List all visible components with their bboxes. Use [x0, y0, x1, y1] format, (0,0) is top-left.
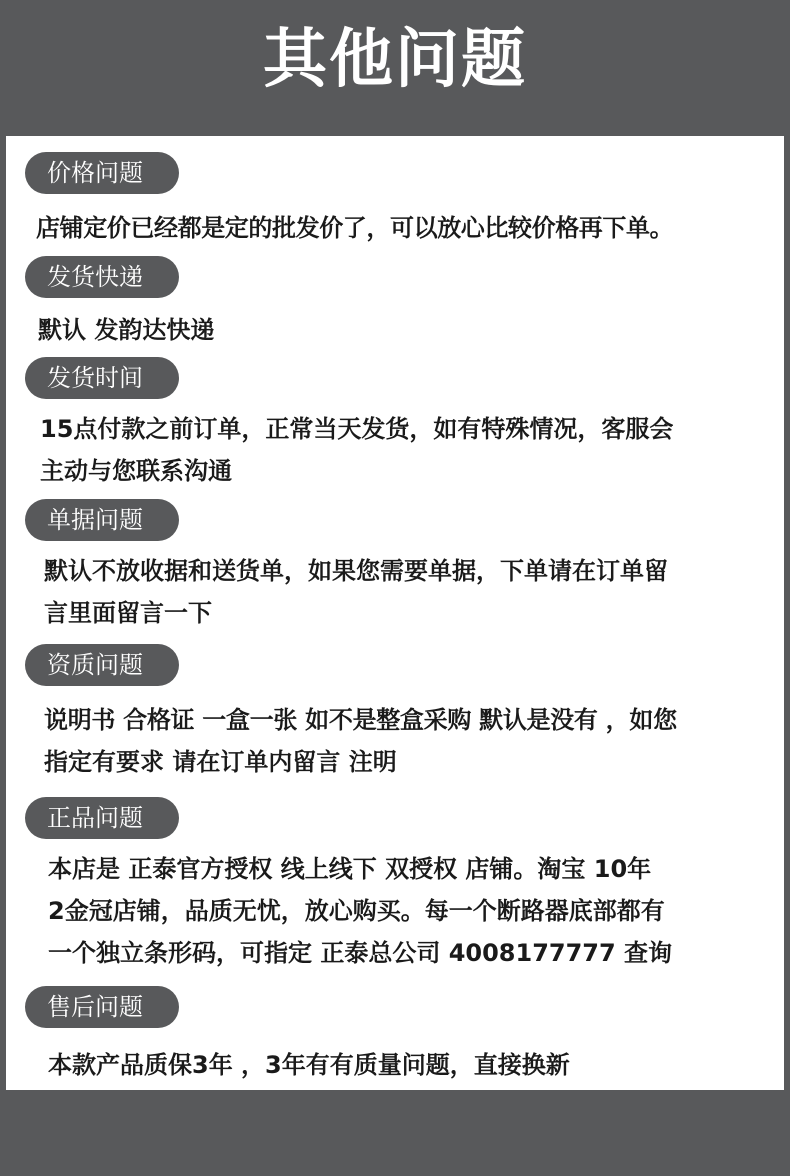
content-panel: [6, 136, 784, 1090]
section-text-shipping-time-line-1: 15点付款之前订单，正常当天发货，如有特殊情况，客服会: [40, 415, 674, 443]
section-tag-receipt: 单据问题: [25, 499, 179, 541]
header-banner: [0, 0, 790, 136]
section-text-authenticity-line-2: 2金冠店铺，品质无忧，放心购买。每一个断路器底部都有: [48, 897, 665, 925]
page-title: 其他问题: [263, 23, 527, 97]
section-tag-shipping-courier: 发货快递: [25, 256, 179, 298]
section-text-receipt-line-2: 言里面留言一下: [44, 599, 212, 627]
section-text-authenticity-line-1: 本店是 正泰官方授权 线上线下 双授权 店铺。淘宝 10年: [48, 855, 652, 883]
section-text-shipping-courier-line-1: 默认 发韵达快递: [38, 316, 215, 344]
section-tag-shipping-time: 发货时间: [25, 357, 179, 399]
section-tag-qualification: 资质问题: [25, 644, 179, 686]
section-text-qualification-line-2: 指定有要求 请在订单内留言 注明: [44, 748, 397, 776]
section-tag-authenticity: 正品问题: [25, 797, 179, 839]
section-text-authenticity-line-3: 一个独立条形码，可指定 正泰总公司 4008177777 查询: [48, 939, 673, 967]
section-text-shipping-time-line-2: 主动与您联系沟通: [40, 457, 232, 485]
section-text-receipt-line-1: 默认不放收据和送货单，如果您需要单据，下单请在订单留: [44, 557, 668, 585]
section-text-after-sales-line-1: 本款产品质保3年 ，3年有有质量问题，直接换新: [48, 1051, 570, 1079]
section-text-price-line-1: 店铺定价已经都是定的批发价了，可以放心比较价格再下单。: [36, 214, 674, 242]
section-tag-price: 价格问题: [25, 152, 179, 194]
section-text-qualification-line-1: 说明书 合格证 一盒一张 如不是整盒采购 默认是没有 ，如您: [44, 706, 677, 734]
section-tag-after-sales: 售后问题: [25, 986, 179, 1028]
